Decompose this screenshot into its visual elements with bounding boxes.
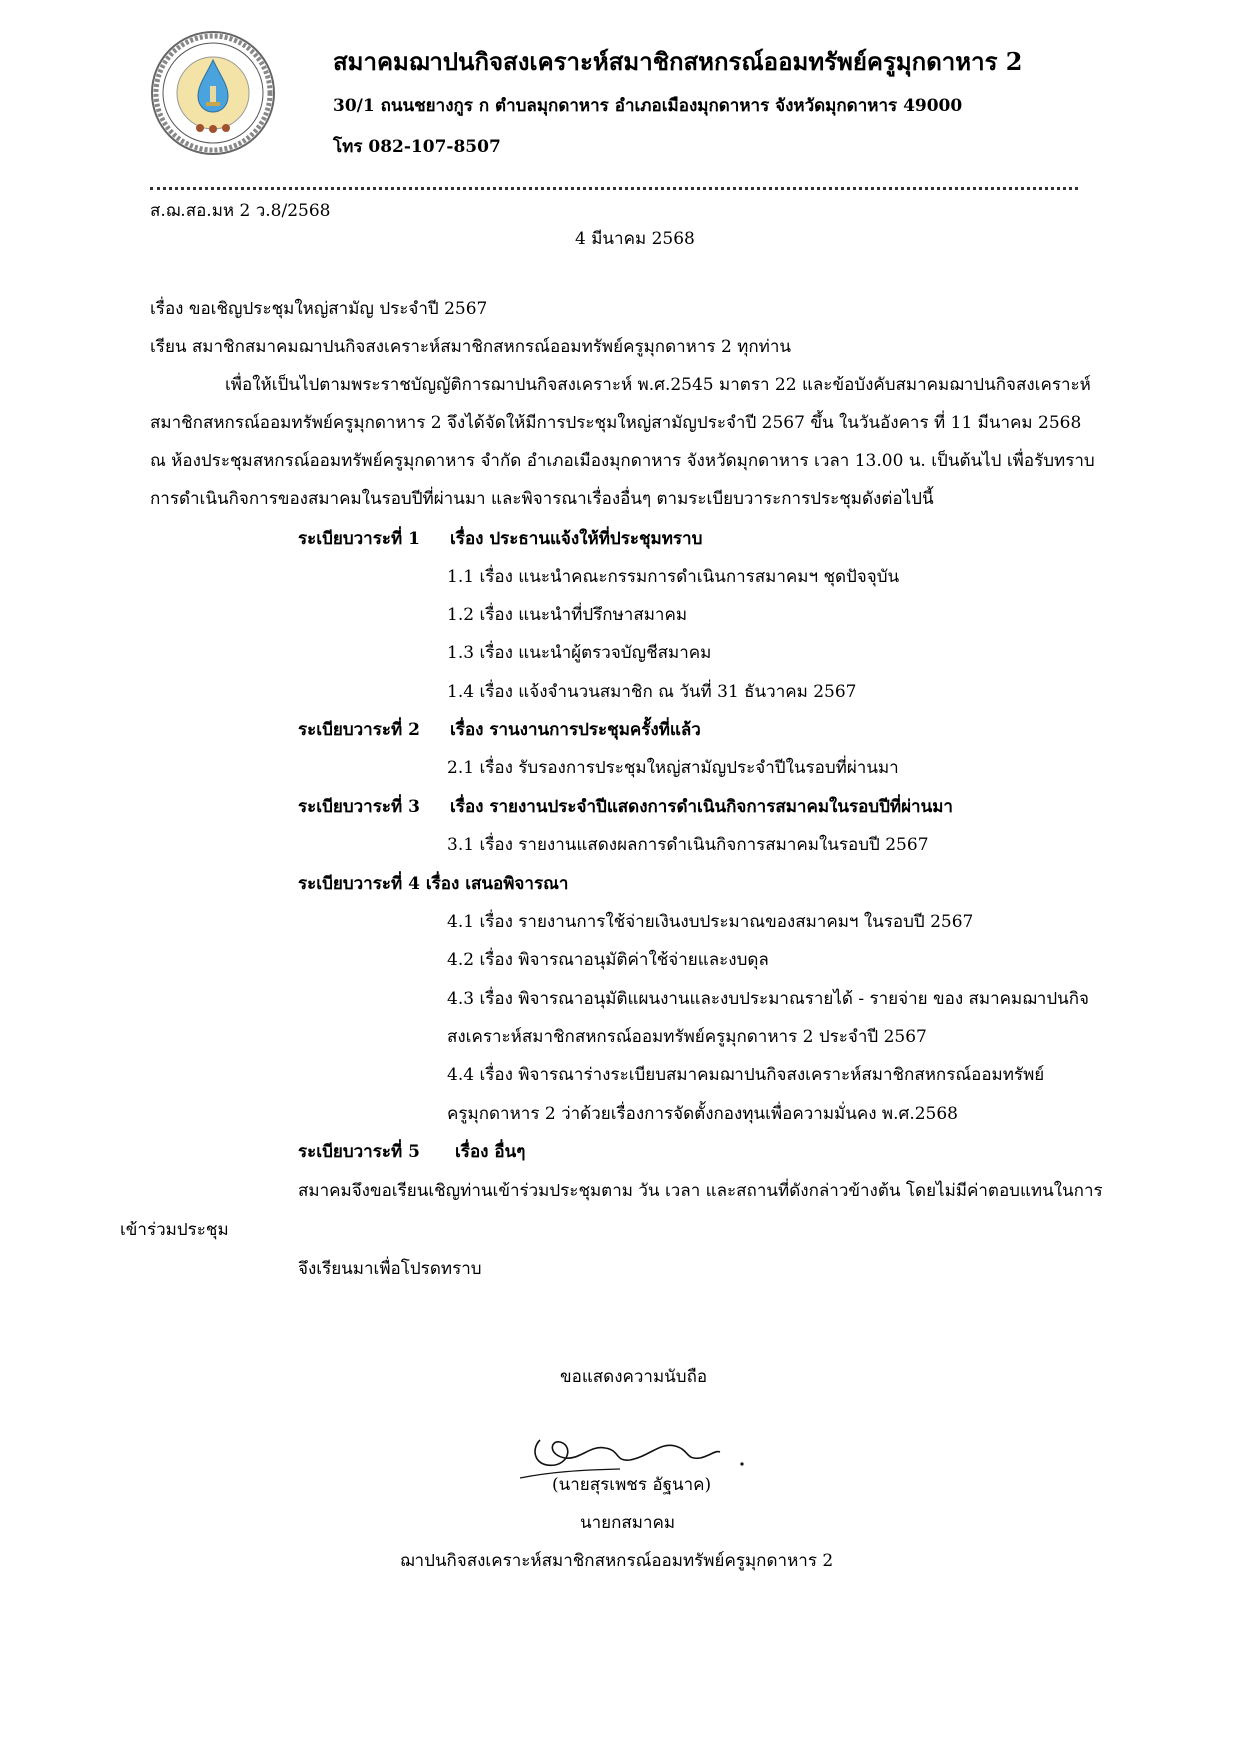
intro-line: ณ ห้องประชุมสหกรณ์ออมทรัพย์ครูมุกดาหาร จำกัด อำเภอเมืองมุกดาหาร จังหวัดมุกดาหาร เวลา 13.00 น. เป็นต้นไป เพื่อรับทราบ <box>150 451 1095 471</box>
agenda-item: 1.1 เรื่อง แนะนำคณะกรรมการดำเนินการสมาคมฯ ชุดปัจจุบัน <box>447 567 900 587</box>
agenda-item-continuation: ครูมุกดาหาร 2 ว่าด้วยเรื่องการจัดตั้งกองทุนเพื่อความมั่นคง พ.ศ.2568 <box>447 1104 958 1124</box>
subject-line: เรื่อง ขอเชิญประชุมใหญ่สามัญ ประจำปี 2567 <box>150 299 488 319</box>
agenda-item: 4.4 เรื่อง พิจารณาร่างระเบียบสมาคมฌาปนกิจสงเคราะห์สมาชิกสหกรณ์ออมทรัพย์ <box>447 1065 1045 1085</box>
intro-line: สมาชิกสหกรณ์ออมทรัพย์ครูมุกดาหาร 2 จึงได้จัดให้มีการประชุมใหญ่สามัญประจำปี 2567 ขึ้น ในวันอังคาร ที่ 11 มีนาคม 2568 <box>150 413 1082 433</box>
agenda-item: 1.2 เรื่อง แนะนำที่ปรึกษาสมาคม <box>447 605 688 625</box>
org-phone: โทร 082-107-8507 <box>333 137 501 157</box>
closing-remark: จึงเรียนมาเพื่อโปรดทราบ <box>298 1259 482 1279</box>
agenda-5-label: ระเบียบวาระที่ 5 <box>298 1142 420 1162</box>
association-logo <box>150 30 276 156</box>
agenda-1-label: ระเบียบวาระที่ 1 <box>298 529 420 549</box>
recipient-line: เรียน สมาชิกสมาคมฌาปนกิจสงเคราะห์สมาชิกสหกรณ์ออมทรัพย์ครูมุกดาหาร 2 ทุกท่าน <box>150 337 792 357</box>
intro-line: เพื่อให้เป็นไปตามพระราชบัญญัติการฌาปนกิจสงเคราะห์ พ.ศ.2545 มาตรา 22 และข้อบังคับสมาคมฌาปนกิจสงเคราะห์ <box>225 375 1091 395</box>
agenda-1-title: เรื่อง ประธานแจ้งให้ที่ประชุมทราบ <box>450 529 703 549</box>
agenda-3-title: เรื่อง รายงานประจำปีแสดงการดำเนินกิจการสมาคมในรอบปีที่ผ่านมา <box>450 797 953 817</box>
agenda-4-label: ระเบียบวาระที่ 4 เรื่อง เสนอพิจารณา <box>298 874 569 894</box>
agenda-5-title: เรื่อง อื่นๆ <box>455 1142 526 1162</box>
agenda-item: 3.1 เรื่อง รายงานแสดงผลการดำเนินกิจการสมาคมในรอบปี 2567 <box>447 835 929 855</box>
signer-organization: ฌาปนกิจสงเคราะห์สมาชิกสหกรณ์ออมทรัพย์ครูมุกดาหาร 2 <box>400 1551 834 1571</box>
closing-paragraph: สมาคมจึงขอเรียนเชิญท่านเข้าร่วมประชุมตาม วัน เวลา และสถานที่ดังกล่าวข้างต้น โดยไม่มีค่าตอบแทนในการ <box>298 1181 1103 1201</box>
closing-regards: ขอแสดงความนับถือ <box>560 1367 708 1387</box>
agenda-item: 1.4 เรื่อง แจ้งจำนวนสมาชิก ณ วันที่ 31 ธันวาคม 2567 <box>447 682 857 702</box>
org-address: 30/1 ถนนชยางกูร ก ตำบลมุกดาหาร อำเภอเมืองมุกดาหาร จังหวัดมุกดาหาร 49000 <box>333 96 963 116</box>
agenda-item: 4.3 เรื่อง พิจารณาอนุมัติแผนงานและงบประมาณรายได้ - รายจ่าย ของ สมาคมฌาปนกิจ <box>447 989 1089 1009</box>
agenda-3-label: ระเบียบวาระที่ 3 <box>298 797 420 817</box>
signer-position: นายกสมาคม <box>580 1513 676 1533</box>
document-date: 4 มีนาคม 2568 <box>575 229 695 249</box>
agenda-item-continuation: สงเคราะห์สมาชิกสหกรณ์ออมทรัพย์ครูมุกดาหาร 2 ประจำปี 2567 <box>447 1027 927 1047</box>
header-divider <box>150 187 1078 190</box>
agenda-item: 4.2 เรื่อง พิจารณาอนุมัติค่าใช้จ่ายและงบดุล <box>447 950 769 970</box>
closing-paragraph-continuation: เข้าร่วมประชุม <box>120 1220 229 1240</box>
agenda-item: 2.1 เรื่อง รับรองการประชุมใหญ่สามัญประจำปีในรอบที่ผ่านมา <box>447 758 899 778</box>
org-name: สมาคมฌาปนกิจสงเคราะห์สมาชิกสหกรณ์ออมทรัพย์ครูมุกดาหาร 2 <box>333 47 1023 76</box>
signer-name: (นายสุรเพชร อัฐนาค) <box>552 1475 712 1495</box>
agenda-2-title: เรื่อง รานงานการประชุมครั้งที่แล้ว <box>450 720 701 740</box>
intro-line: การดำเนินกิจการของสมาคมในรอบปีที่ผ่านมา และพิจารณาเรื่องอื่นๆ ตามระเบียบวาระการประชุมดังต่อไปนี้ <box>150 489 934 509</box>
reference-number: ส.ฌ.สอ.มห 2 ว.8/2568 <box>150 201 331 221</box>
agenda-item: 1.3 เรื่อง แนะนำผู้ตรวจบัญชีสมาคม <box>447 643 712 663</box>
agenda-item: 4.1 เรื่อง รายงานการใช้จ่ายเงินงบประมาณของสมาคมฯ ในรอบปี 2567 <box>447 912 974 932</box>
agenda-2-label: ระเบียบวาระที่ 2 <box>298 720 420 740</box>
